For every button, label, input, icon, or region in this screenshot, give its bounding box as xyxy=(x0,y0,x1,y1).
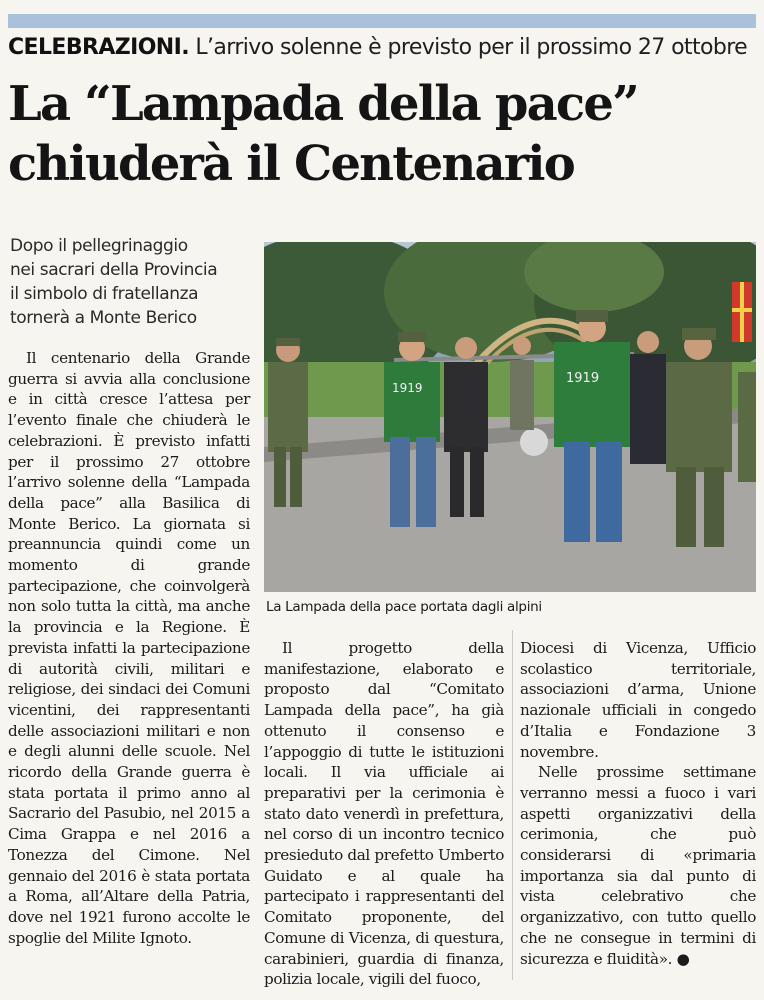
body-paragraph: Il centenario della Grande guerra si avvia alla conclusione e in città cresce l’attesa per l’evento finale che chiuderà le celebrazioni. È previsto infatti per il prossimo 27 ottobre l’arrivo solenne della “Lampada della pace” alla Basilica di Monte Berico. La giornata si preannuncia quindi come un momento di grande partecipazione, che coinvolgerà non solo tutta la città, ma anche la provincia e la Regione. È prevista infatti la partecipazione di autorità civili, militari e religiose, dei sindaci dei Comuni vicentini, dei rappresentanti delle associazioni militari e non e degli alunni delle scuole. Nel ricordo della Grande guerra è stata portata il primo anno al Sacrario del Pasubio, nel 2015 a Cima Grappa e nel 2016 a Tonezza del Cimone. Nel gennaio del 2016 è stata portata a Roma, all’Altare della Patria, dove nel 1921 furono accolte le spoglie del Milite Ignoto. xyxy=(8,349,250,947)
body-column-1 xyxy=(8,348,250,948)
jersey-text: 1919 xyxy=(392,381,423,395)
subhead-line-1: Dopo il pellegrinaggio xyxy=(10,236,188,256)
header-color-bar xyxy=(8,14,756,28)
body-paragraph: Diocesi di Vicenza, Ufficio scolastico territoriale, associazioni d’arma, Unione nazionale ufficiali in congedo d’Italia e Fondazione 3 novembre. xyxy=(520,639,756,761)
body-paragraph: Il progetto della manifestazione, elaborato e proposto dal “Comitato Lampada della pace”, ha già ottenuto il consenso e l’appoggio di tutte le istituzioni locali. Il via ufficiale ai preparativi per la cerimonia è stato dato venerdì in prefettura, nel corso di un incontro tecnico presieduto dal prefetto Umberto Guidato e al quale ha partecipato i rappresentanti del Comitato proponente, del Comune di Vicenza, di questura, carabinieri, guardia di finanza, polizia locale, vigili del fuoco, xyxy=(264,639,504,989)
jersey-text: 1919 xyxy=(566,371,600,386)
headline xyxy=(8,74,758,194)
body-paragraph: Nelle prossime settimane verranno messi a fuoco i vari aspetti organizzativi della cerimonia, che può considerarsi di «primaria importanza sia dal punto di vista celebrativo che organizzativo, con tutto quello che ne consegue in termini di sicurezza e fluidità». ● xyxy=(520,763,756,968)
column-divider xyxy=(512,630,513,980)
kicker-label: CELEBRAZIONI. xyxy=(8,35,189,60)
subhead-line-4: tornerà a Monte Berico xyxy=(10,308,197,328)
kicker xyxy=(8,34,758,62)
kicker-text: L’arrivo solenne è previsto per il prossimo 27 ottobre xyxy=(195,35,748,60)
body-column-3 xyxy=(520,638,756,969)
subhead-line-3: il simbolo di fratellanza xyxy=(10,284,199,304)
subhead-line-2: nei sacrari della Provincia xyxy=(10,260,218,280)
article-photo xyxy=(264,242,756,592)
headline-line-2: chiuderà il Centenario xyxy=(8,136,574,192)
photo-caption: La Lampada della pace portata dagli alpini xyxy=(266,599,542,615)
subhead xyxy=(10,234,250,330)
body-column-2 xyxy=(264,638,504,990)
headline-line-1: La “Lampada della pace” xyxy=(8,76,638,132)
